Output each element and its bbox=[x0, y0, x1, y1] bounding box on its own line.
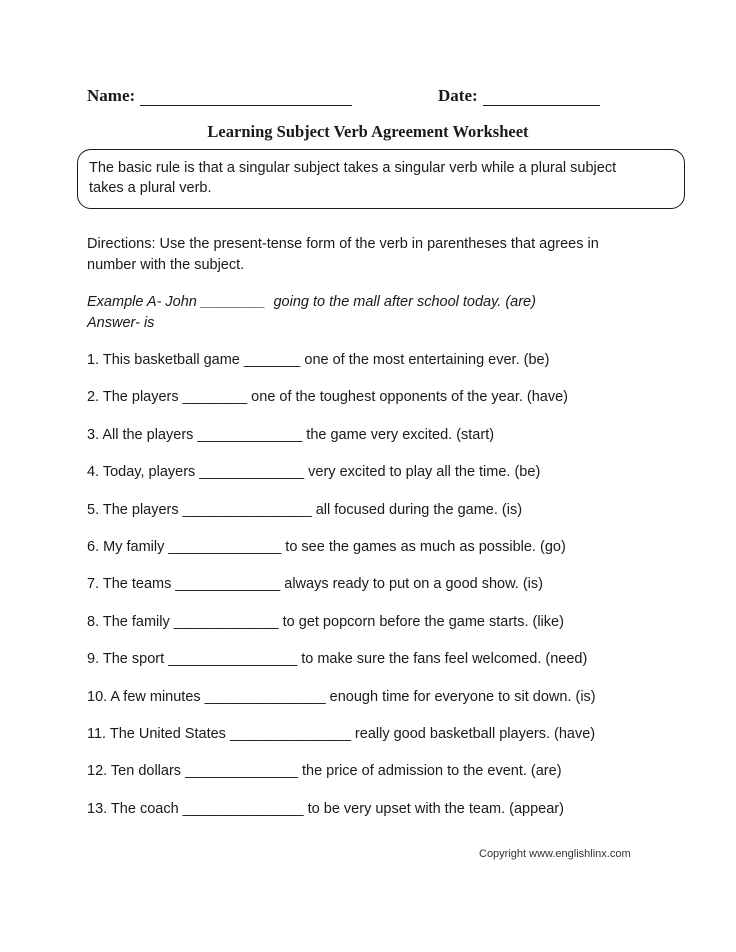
question-item: 9. The sport ________________ to make sure the fans feel welcomed. (need) bbox=[87, 651, 588, 668]
example-answer: Answer- is bbox=[87, 315, 155, 331]
question-item: 12. Ten dollars ______________ the price of admission to the event. (are) bbox=[87, 763, 562, 780]
header-fields bbox=[87, 86, 647, 110]
question-item: 7. The teams _____________ always ready to put on a good show. (is) bbox=[87, 576, 543, 593]
name-field bbox=[87, 86, 352, 106]
directions-line-1: Directions: Use the present-tense form of the verb in parentheses that agrees in bbox=[87, 236, 599, 252]
question-item: 2. The players ________ one of the toughest opponents of the year. (have) bbox=[87, 389, 568, 406]
copyright-notice: Copyright www.englishlinx.com bbox=[479, 848, 631, 860]
date-field bbox=[438, 86, 600, 106]
name-label: Name: bbox=[87, 86, 136, 105]
question-item: 13. The coach _______________ to be very upset with the team. (appear) bbox=[87, 800, 564, 817]
question-item: 5. The players ________________ all focused during the game. (is) bbox=[87, 501, 523, 518]
question-item: 4. Today, players _____________ very excited to play all the time. (be) bbox=[87, 464, 541, 481]
name-blank-line bbox=[140, 89, 352, 106]
question-item: 3. All the players _____________ the game very excited. (start) bbox=[87, 426, 495, 443]
rule-box bbox=[77, 149, 685, 209]
question-item: 8. The family _____________ to get popcorn before the game starts. (like) bbox=[87, 613, 564, 630]
question-item: 6. My family ______________ to see the games as much as possible. (go) bbox=[87, 538, 566, 555]
rule-line-1: The basic rule is that a singular subject takes a singular verb while a plural subject bbox=[89, 160, 617, 176]
date-label: Date: bbox=[438, 86, 478, 105]
question-list bbox=[87, 350, 667, 836]
directions-line-2: number with the subject. bbox=[87, 257, 245, 273]
rule-line-2: takes a plural verb. bbox=[89, 180, 212, 196]
question-item: 10. A few minutes _______________ enough time for everyone to sit down. (is) bbox=[87, 688, 596, 705]
directions bbox=[87, 234, 647, 276]
question-item: 1. This basketball game _______ one of the most entertaining ever. (be) bbox=[87, 352, 550, 368]
example bbox=[87, 292, 647, 334]
example-question: Example A- John ________ going to the mall after school today. (are) bbox=[87, 294, 536, 310]
worksheet-title: Learning Subject Verb Agreement Worksheet bbox=[207, 122, 529, 141]
date-blank-line bbox=[483, 89, 600, 106]
question-item: 11. The United States _______________ really good basketball players. (have) bbox=[87, 725, 596, 742]
